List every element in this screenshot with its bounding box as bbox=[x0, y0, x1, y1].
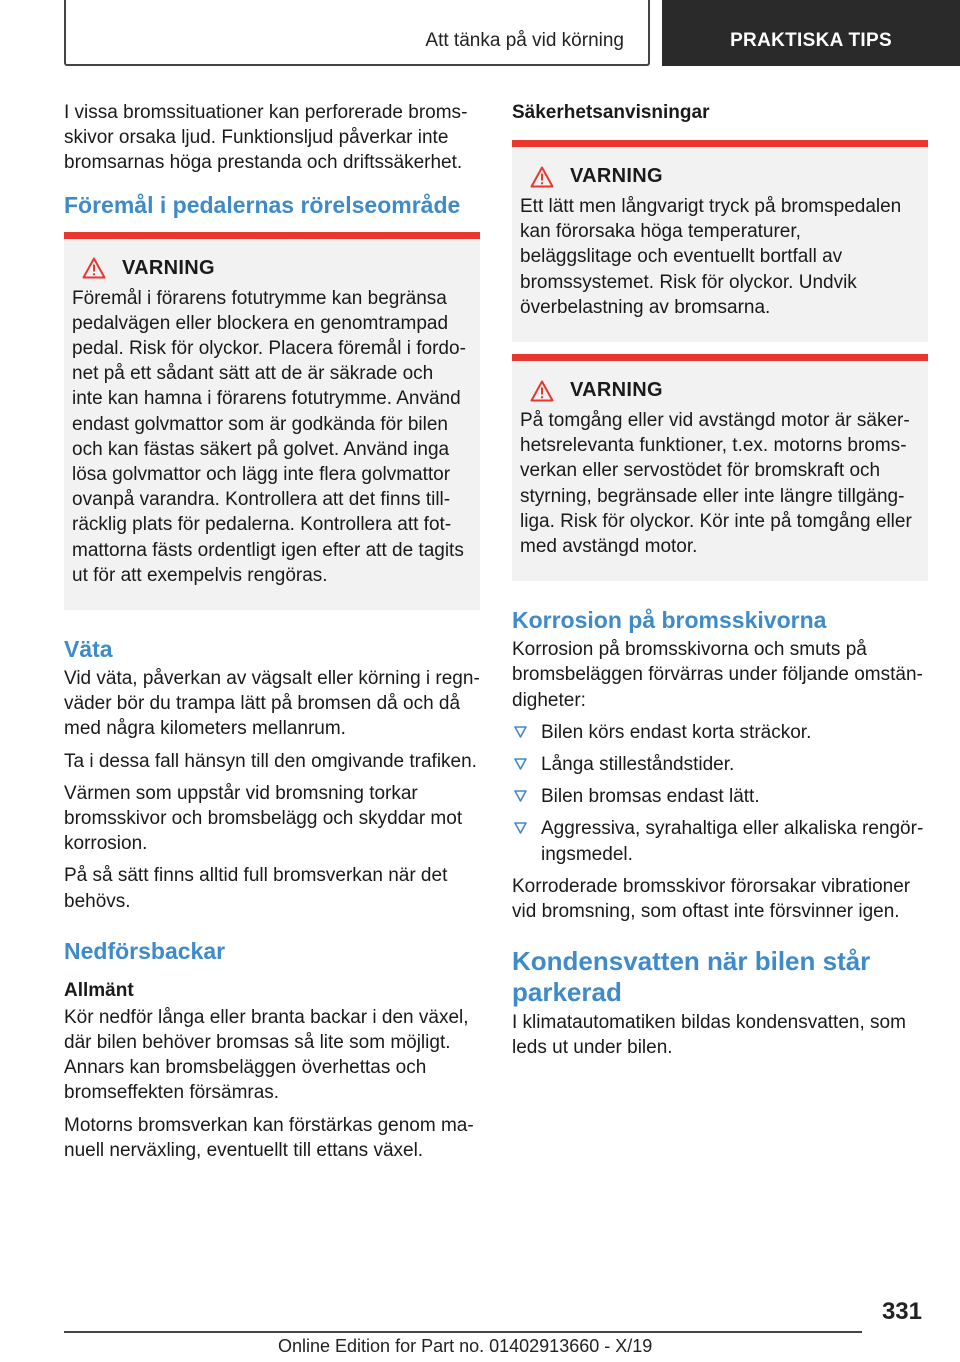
heading-corrosion: Korrosion på bromsskivorna bbox=[512, 607, 827, 634]
downhill-paragraph-1: Kör nedför långa eller branta backar i den växel, där bilen behöver bromsas så lite som möjligt. Annars kan bromsbeläggen överhettas och bromseffekten försämras. bbox=[64, 1006, 469, 1104]
heading-safety: Säkerhetsanvisningar bbox=[512, 102, 710, 123]
left-column bbox=[64, 100, 480, 1170]
warning-header bbox=[72, 257, 468, 280]
header-chapter-box bbox=[662, 0, 960, 66]
page-number: 331 bbox=[881, 1298, 922, 1325]
warning-box-idle bbox=[512, 354, 928, 581]
warning-triangle-icon bbox=[82, 257, 106, 279]
triangle-bullet-icon bbox=[514, 822, 527, 834]
warning-box-pedal bbox=[64, 232, 480, 610]
list-item bbox=[512, 752, 928, 777]
list-item-text: Bilen körs endast korta sträckor. bbox=[541, 721, 812, 743]
list-item-text: Aggressiva, syrahaltiga eller alkaliska rengöringsmedel. bbox=[541, 818, 924, 865]
list-item bbox=[512, 720, 928, 745]
warning-triangle-icon bbox=[530, 380, 554, 402]
header-chapter-title: PRAKTISKA TIPS bbox=[730, 30, 892, 51]
list-item bbox=[512, 784, 928, 809]
corrosion-intro: Korrosion på bromsskivorna och smuts på bromsbeläggen förvärras under följande omständigheter: bbox=[512, 639, 923, 711]
warning-text: Ett lätt men långvarigt tryck på bromspedalen kan förorsaka höga temperaturer, beläggslitage och eventuellt bortfall av bromssystemet. Risk för olyckor. Undvik överbelastning av bromsarna. bbox=[520, 196, 902, 318]
warning-text: Föremål i förarens fotutrymme kan begränsa pedalvägen eller blockera en genomtrampad pedal. Risk för olyckor. Placera föremål i fordonet på ett sådant sätt att de är säkrade och inte kan hamna i förarens fotutrymme. Använd endast golvmattor som är godkända för bilen och kan fästas säkert på golvet. Använd inga lösa golvmattor och lägg inte flera golvmattor ovanpå varandra. Kontrollera att det finns tillräcklig plats för pedalerna. Kontrollera att fotmattorna fästs ordentligt igen efter att de tagits ut för att exempelvis rengöras. bbox=[72, 287, 466, 586]
heading-wet: Väta bbox=[64, 636, 113, 663]
triangle-bullet-icon bbox=[514, 790, 527, 802]
header-section-box bbox=[64, 0, 650, 66]
warning-title: VARNING bbox=[570, 165, 663, 187]
wet-paragraph-4: På så sätt finns alltid full bromsverkan när det behövs. bbox=[64, 865, 448, 912]
triangle-bullet-icon bbox=[514, 726, 527, 738]
warning-text: På tomgång eller vid avstängd motor är säkerhetsrelevanta funktioner, t.ex. motorns bromsverkan eller servostödet för bromskraft och styrning, begränsade eller inte längre tillgängliga. Risk för olyckor. Kör inte på tomgång eller med avstängd motor. bbox=[520, 410, 912, 558]
footer-divider bbox=[64, 1331, 862, 1333]
header-section-title: Att tänka på vid körning bbox=[425, 30, 624, 51]
warning-header bbox=[520, 165, 916, 188]
warning-triangle-icon bbox=[530, 166, 554, 188]
page-header bbox=[64, 0, 960, 66]
wet-paragraph-1: Vid väta, påverkan av vägsalt eller körning i regnväder bör du trampa lätt på bromsen då och då med några kilometers mellanrum. bbox=[64, 668, 480, 740]
warning-title: VARNING bbox=[570, 379, 663, 402]
heading-pedal-area: Föremål i pedalernas rörelseområde bbox=[64, 191, 461, 218]
warning-header bbox=[520, 379, 916, 402]
list-item-text: Långa stilleståndstider. bbox=[541, 754, 735, 776]
list-item-text: Bilen bromsas endast lätt. bbox=[541, 786, 760, 808]
wet-paragraph-2: Ta i dessa fall hänsyn till den omgivande trafiken. bbox=[64, 750, 477, 772]
condensation-paragraph: I klimatautomatiken bildas kondensvatten, som leds ut under bilen. bbox=[512, 1012, 906, 1059]
intro-paragraph: I vissa bromssituationer kan perforerade bromsskivor orsaka ljud. Funktionsljud påverkar inte bromsarnas höga prestanda och driftssäkerhet. bbox=[64, 102, 468, 174]
footer-edition: Online Edition for Part no. 01402913660 - X/19 bbox=[278, 1336, 653, 1356]
wet-paragraph-3: Värmen som uppstår vid bromsning torkar bromsskivor och bromsbelägg och skyddar mot korrosion. bbox=[64, 782, 463, 855]
warning-box-brake-pressure bbox=[512, 140, 928, 342]
downhill-paragraph-2: Motorns bromsverkan kan förstärkas genom manuell nerväxling, eventuellt till ettans växel. bbox=[64, 1114, 474, 1161]
triangle-bullet-icon bbox=[514, 758, 527, 770]
subheading-general: Allmänt bbox=[64, 979, 134, 1001]
heading-condensation: Kondensvatten när bilen står parkerad bbox=[512, 946, 871, 1008]
list-item bbox=[512, 816, 928, 866]
right-column bbox=[512, 100, 928, 1068]
heading-downhill: Nedförsbackar bbox=[64, 937, 226, 964]
warning-title: VARNING bbox=[122, 256, 215, 279]
corrosion-outro: Korroderade bromsskivor förorsakar vibrationer vid bromsning, som oftast inte försvinner igen. bbox=[512, 875, 911, 923]
corrosion-list bbox=[512, 720, 928, 867]
